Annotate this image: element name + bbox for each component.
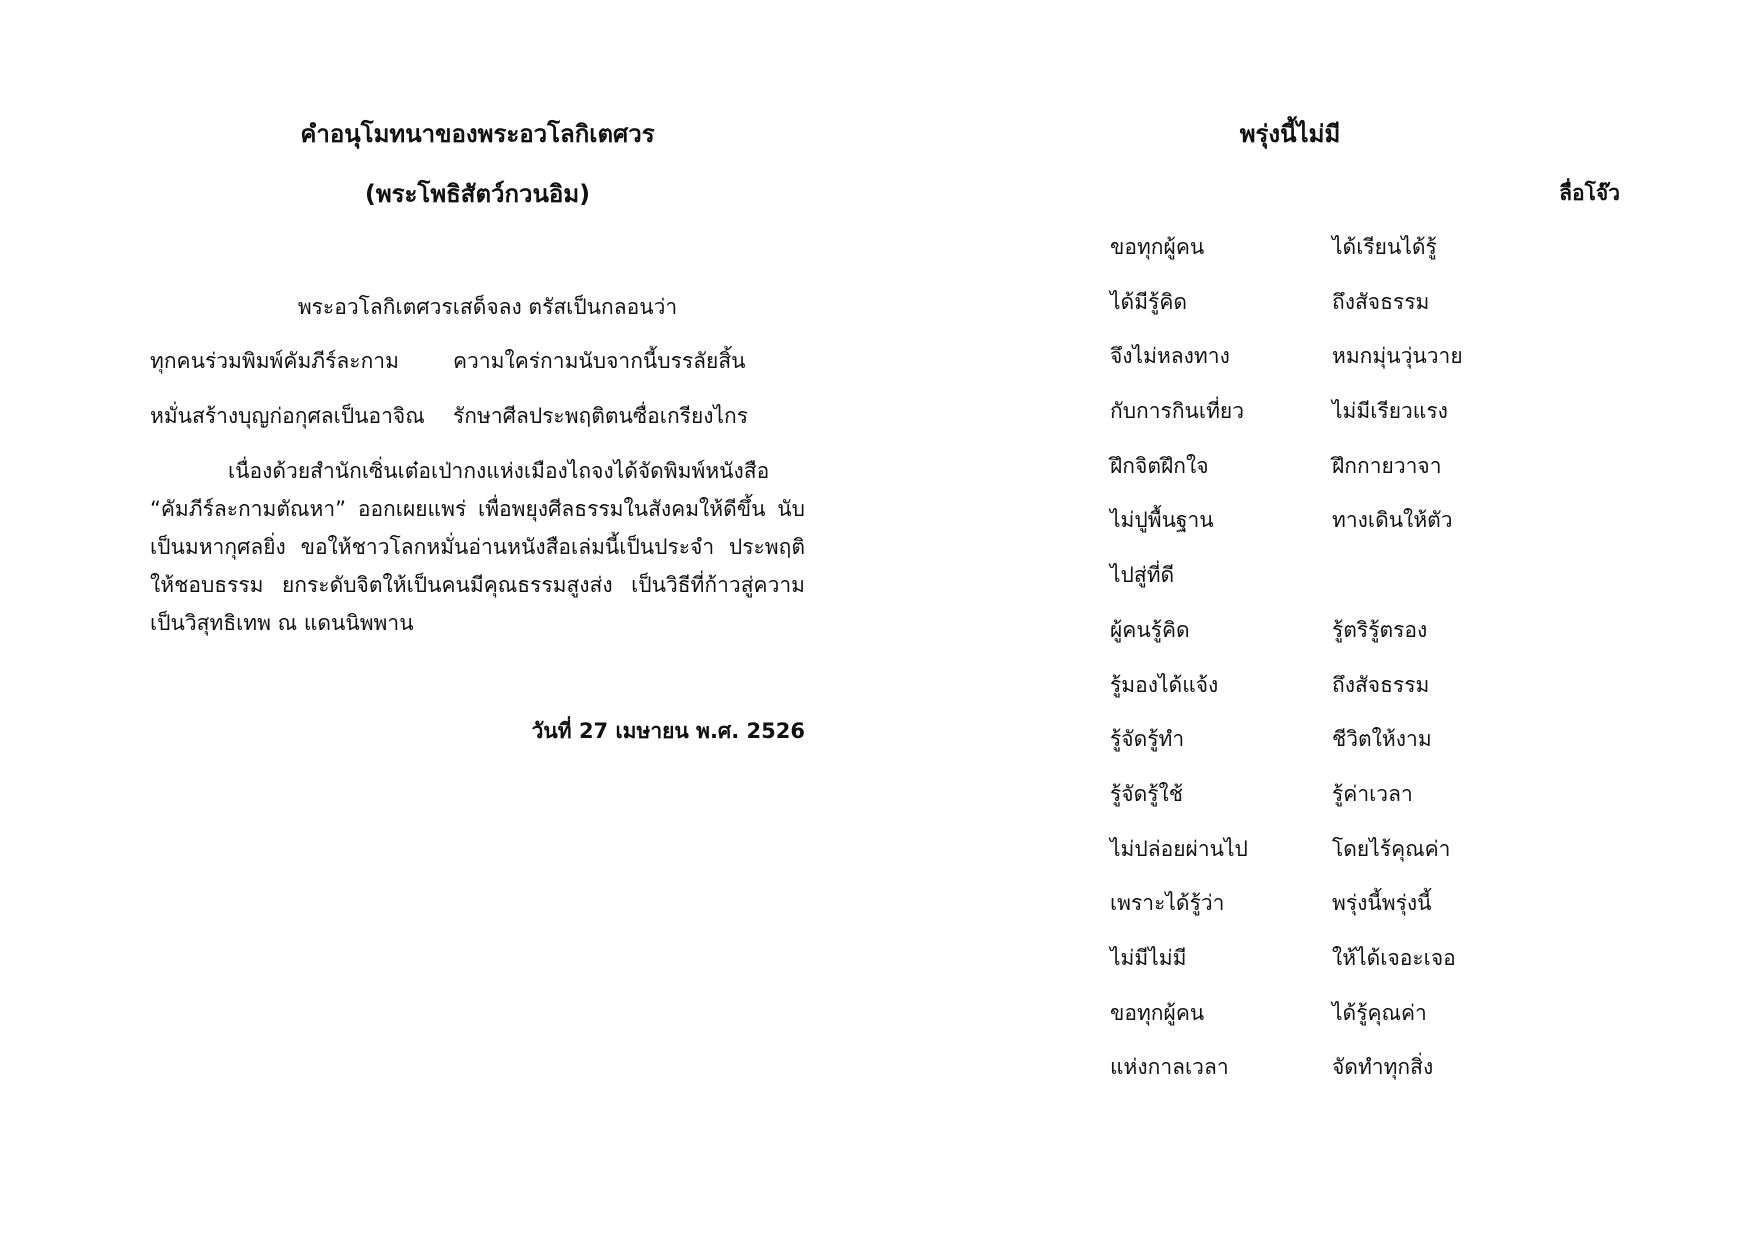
poem-line xyxy=(1110,1052,1620,1107)
poem-line xyxy=(1110,724,1620,779)
poem-line-second: โดยไร้คุณค่า xyxy=(1332,836,1451,861)
poem-line-second: ไม่มีเรียวแรง xyxy=(1332,399,1448,424)
poem-line xyxy=(1110,670,1620,725)
poem-line-first: ไม่ปูพื้นฐาน xyxy=(1110,508,1214,533)
poem-line-first: แห่งกาลเวลา xyxy=(1110,1055,1229,1080)
page-subtitle: (พระโพธิสัตว์กวนอิม) xyxy=(364,180,591,208)
poem-line-second: ถึงสัจธรรม xyxy=(1332,672,1430,697)
poem-line-second: ได้รู้คุณค่า xyxy=(1332,1000,1427,1025)
poem-author: ลื่อโจ๊ว xyxy=(1559,181,1620,205)
poem-line xyxy=(1110,451,1620,506)
poem-line-first: ขอทุกผู้คน xyxy=(1110,235,1205,259)
verse-second-half: ความใคร่กามนับจากนี้บรรลัยสิ้น xyxy=(453,349,746,373)
poem-line-second: ให้ได้เจอะเจอ xyxy=(1332,945,1456,970)
poem-line xyxy=(1110,287,1620,342)
poem-line xyxy=(1110,505,1620,560)
poem-line-first: ผู้คนรู้คิด xyxy=(1110,617,1190,642)
date-line: วันที่ 27 เมษายน พ.ศ. 2526 xyxy=(531,719,805,743)
poem-line-first: กับการกินเที่ยว xyxy=(1110,399,1245,424)
page-title: คำอนุโมทนาของพระอวโลกิเตศวร xyxy=(300,120,655,148)
verse-second-half: รักษาศีลประพฤติตนซื่อเกรียงไกร xyxy=(453,404,749,428)
poem-line xyxy=(1110,560,1620,615)
poem-line-second: ชีวิตให้งาม xyxy=(1332,727,1432,752)
verse-row xyxy=(150,346,805,376)
poem-body xyxy=(1110,232,1620,1107)
poem-line xyxy=(1110,396,1620,451)
poem-line-first: ไม่มีไม่มี xyxy=(1110,945,1187,970)
verse-first-half: ทุกคนร่วมพิมพ์คัมภีร์ละกาม xyxy=(150,349,399,373)
poem-line-second: หมกมุ่นวุ่นวาย xyxy=(1332,344,1463,369)
verse-row xyxy=(150,401,805,431)
poem-line-second: ถึงสัจธรรม xyxy=(1332,289,1430,314)
poem-line xyxy=(1110,998,1620,1053)
poem-line xyxy=(1110,888,1620,943)
poem-line-first: รู้จัดรู้ทำ xyxy=(1110,727,1185,752)
poem-line xyxy=(1110,834,1620,889)
poem-line-second: จัดทำทุกสิ่ง xyxy=(1332,1055,1434,1080)
poem-line-first: รู้มองได้แจ้ง xyxy=(1110,672,1219,697)
poem-line-first: ไปสู่ที่ดี xyxy=(1110,563,1175,588)
poem-line-second: พรุ่งนี้พรุ่งนี้ xyxy=(1332,891,1432,916)
poem-line-first: เพราะได้รู้ว่า xyxy=(1110,891,1225,916)
poem-line-first: ได้มีรู้คิด xyxy=(1110,289,1188,314)
poem-line-first: รู้จัดรู้ใช้ xyxy=(1110,781,1184,806)
poem-line-second: รู้ค่าเวลา xyxy=(1332,781,1413,806)
verse-first-half: หมั่นสร้างบุญก่อกุศลเป็นอาจิณ xyxy=(150,404,425,428)
poem-line-first: ไม่ปล่อยผ่านไป xyxy=(1110,836,1248,861)
poem-line-second: ได้เรียนได้รู้ xyxy=(1332,235,1437,259)
poem-line-first: ขอทุกผู้คน xyxy=(1110,1000,1205,1025)
intro-line: พระอวโลกิเตศวรเสด็จลง ตรัสเป็นกลอนว่า xyxy=(297,295,678,319)
poem-line xyxy=(1110,779,1620,834)
body-paragraph: เนื่องด้วยสำนักเซิ่นเต๋อเป่ากงแห่งเมืองไถจงได้จัดพิมพ์หนังสือ “คัมภีร์ละกามตัณหา” ออกเผยแพร่ เพื่อพยุงศีลธรรมในสังคมให้ดีขึ้น นับเป็นมหากุศลยิ่ง ขอให้ชาวโลกหมั่นอ่านหนังสือเล่มนี้เป็นประจำ ประพฤติให้ชอบธรรม ยกระดับจิตให้เป็นคนมีคุณธรรมสูงส่ง เป็นวิธีที่ก้าวสู่ความเป็นวิสุทธิเทพ ณ แดนนิพพาน xyxy=(150,459,805,635)
poem-line-first: ฝึกจิตฝึกใจ xyxy=(1110,453,1209,478)
poem-line-second: รู้ตริรู้ตรอง xyxy=(1332,617,1428,642)
poem-title: พรุ่งนี้ไม่มี xyxy=(1239,120,1341,148)
poem-line-first: จึงไม่หลงทาง xyxy=(1110,344,1230,369)
poem-line xyxy=(1110,615,1620,670)
poem-line xyxy=(1110,341,1620,396)
poem-line xyxy=(1110,232,1620,287)
poem-line-second: ฝึกกายวาจา xyxy=(1332,453,1442,478)
poem-line-second: ทางเดินให้ตัว xyxy=(1332,508,1453,533)
poem-line xyxy=(1110,943,1620,998)
